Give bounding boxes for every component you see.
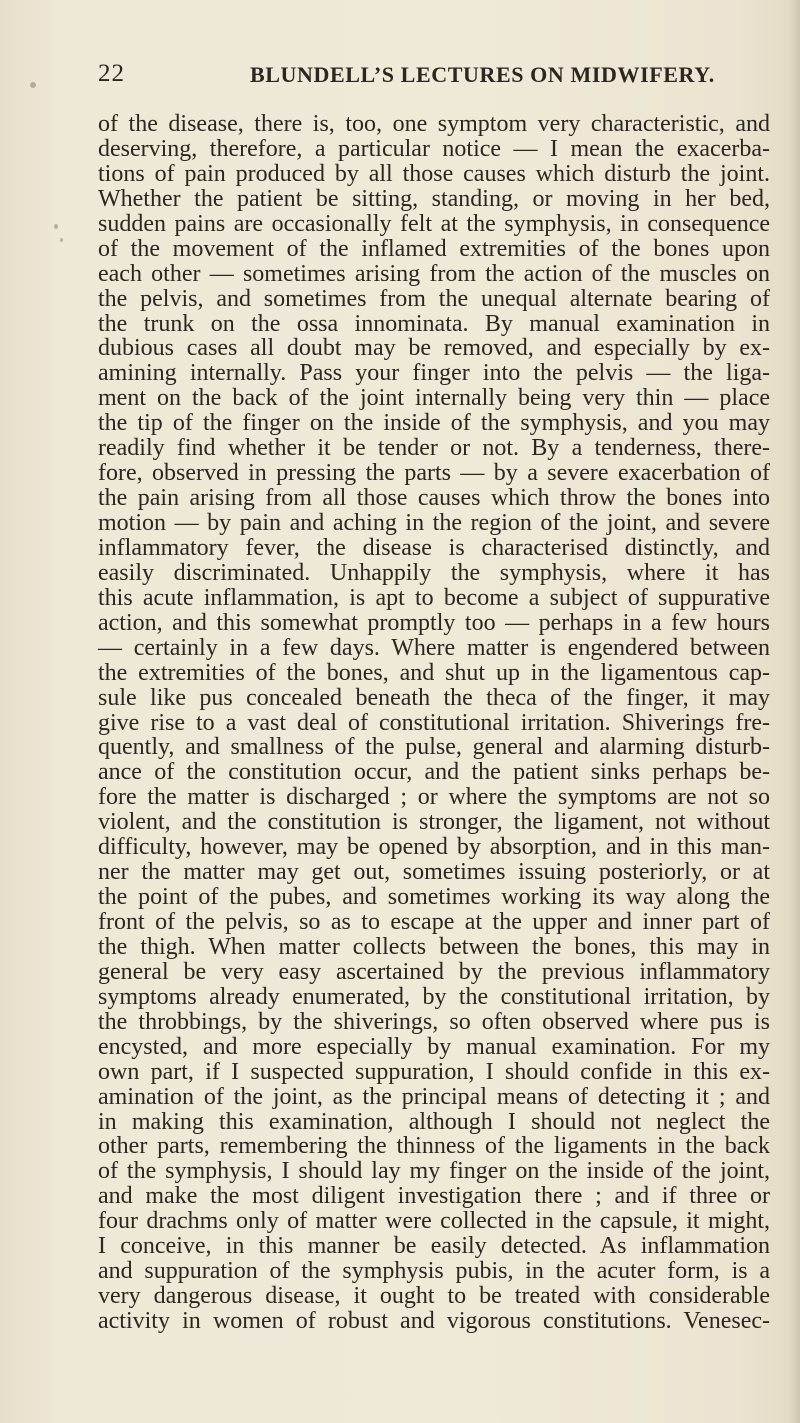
text-line: violent, and the constitution is stronger, the ligament, not without bbox=[98, 809, 770, 836]
text-line: Whether the patient be sitting, standing, or moving in her bed, bbox=[98, 185, 770, 212]
text-line: encysted, and more especially by manual examination. For my bbox=[98, 1033, 770, 1060]
text-line: the extremities of the bones, and shut up in the ligamentous cap- bbox=[98, 659, 770, 686]
text-line: ner the matter may get out, sometimes issuing posteriorly, or at bbox=[98, 859, 770, 886]
text-line: sudden pains are occasionally felt at the symphysis, in consequence bbox=[98, 210, 770, 237]
text-line: amination of the joint, as the principal means of detecting it ; and bbox=[98, 1083, 770, 1110]
text-line: general be very easy ascertained by the previous inflammatory bbox=[98, 958, 770, 985]
text-line: quently, and smallness of the pulse, general and alarming disturb- bbox=[98, 734, 770, 761]
text-line: front of the pelvis, so as to escape at the upper and inner part of bbox=[98, 909, 770, 935]
ink-spot bbox=[60, 238, 63, 242]
text-line: of the disease, there is, too, one symptom very characteristic, and bbox=[98, 111, 770, 137]
running-title: BLUNDELL’S LECTURES ON MIDWIFERY. bbox=[250, 62, 715, 87]
text-line: symptoms already enumerated, by the constitutional irritation, by bbox=[98, 983, 770, 1010]
text-line: dubious cases all doubt may be removed, and especially by ex- bbox=[98, 335, 770, 362]
text-line: the tip of the finger on the inside of the symphysis, and you may bbox=[98, 410, 770, 437]
text-line: the throbbings, by the shiverings, so often observed where pus is bbox=[98, 1008, 770, 1035]
text-line: the pelvis, and sometimes from the unequal alternate bearing of bbox=[98, 285, 770, 312]
text-line: — certainly in a few days. Where matter is engendered between bbox=[98, 634, 770, 661]
text-line: fore, observed in pressing the parts — by a severe exacerbation of bbox=[98, 460, 770, 487]
text-line: tions of pain produced by all those causes which disturb the joint. bbox=[98, 160, 770, 187]
text-line: fore the matter is discharged ; or where the symptoms are not so bbox=[98, 784, 770, 811]
text-line: activity in women of robust and vigorous constitutions. Venesec- bbox=[98, 1308, 770, 1334]
text-line: the trunk on the ossa innominata. By manual examination in bbox=[98, 310, 770, 337]
page-number: 22 bbox=[98, 60, 125, 87]
text-line: give rise to a vast deal of constitutional irritation. Shiverings fre- bbox=[98, 709, 770, 736]
ink-spot bbox=[30, 82, 36, 88]
text-line: and make the most diligent investigation there ; and if three or bbox=[98, 1183, 770, 1210]
text-line: each other — sometimes arising from the action of the muscles on bbox=[98, 260, 770, 287]
text-line: of the symphysis, I should lay my finger on the inside of the joint, bbox=[98, 1158, 770, 1185]
text-line: readily find whether it be tender or not. By a tenderness, there- bbox=[98, 435, 770, 462]
text-line: four drachms only of matter were collected in the capsule, it might, bbox=[98, 1208, 770, 1235]
text-line: other parts, remembering the thinness of the ligaments in the back bbox=[98, 1133, 770, 1160]
text-line: amining internally. Pass your finger into the pelvis — the liga- bbox=[98, 360, 770, 387]
text-line: action, and this somewhat promptly too — perhaps in a few hours bbox=[98, 609, 770, 636]
text-line: the pain arising from all those causes which throw the bones into bbox=[98, 485, 770, 512]
text-line: and suppuration of the symphysis pubis, in the acuter form, is a bbox=[98, 1258, 770, 1285]
text-line: sule like pus concealed beneath the theca of the finger, it may bbox=[98, 684, 770, 711]
text-line: easily discriminated. Unhappily the symphysis, where it has bbox=[98, 559, 770, 586]
ink-spot bbox=[54, 224, 58, 229]
body-text bbox=[98, 112, 770, 1334]
text-line: deserving, therefore, a particular notice — I mean the exacerba- bbox=[98, 135, 770, 162]
text-line: of the movement of the inflamed extremities of the bones upon bbox=[98, 235, 770, 262]
text-line: the point of the pubes, and sometimes working its way along the bbox=[98, 884, 770, 911]
running-head bbox=[98, 60, 768, 96]
text-line: ment on the back of the joint internally being very thin — place bbox=[98, 385, 770, 412]
page-edge-shadow bbox=[788, 0, 800, 1423]
text-line: own part, if I suspected suppuration, I should confide in this ex- bbox=[98, 1058, 770, 1085]
text-line: motion — by pain and aching in the region of the joint, and severe bbox=[98, 510, 770, 536]
text-line: difficulty, however, may be opened by absorption, and in this man- bbox=[98, 834, 770, 861]
text-line: this acute inflammation, is apt to become a subject of suppurative bbox=[98, 584, 770, 611]
text-line: inflammatory fever, the disease is characterised distinctly, and bbox=[98, 534, 770, 561]
text-line: very dangerous disease, it ought to be treated with considerable bbox=[98, 1283, 770, 1310]
text-line: the thigh. When matter collects between the bones, this may in bbox=[98, 933, 770, 960]
text-line: in making this examination, although I should not neglect the bbox=[98, 1108, 770, 1135]
text-line: ance of the constitution occur, and the patient sinks perhaps be- bbox=[98, 759, 770, 786]
text-line: I conceive, in this manner be easily detected. As inflammation bbox=[98, 1233, 770, 1260]
